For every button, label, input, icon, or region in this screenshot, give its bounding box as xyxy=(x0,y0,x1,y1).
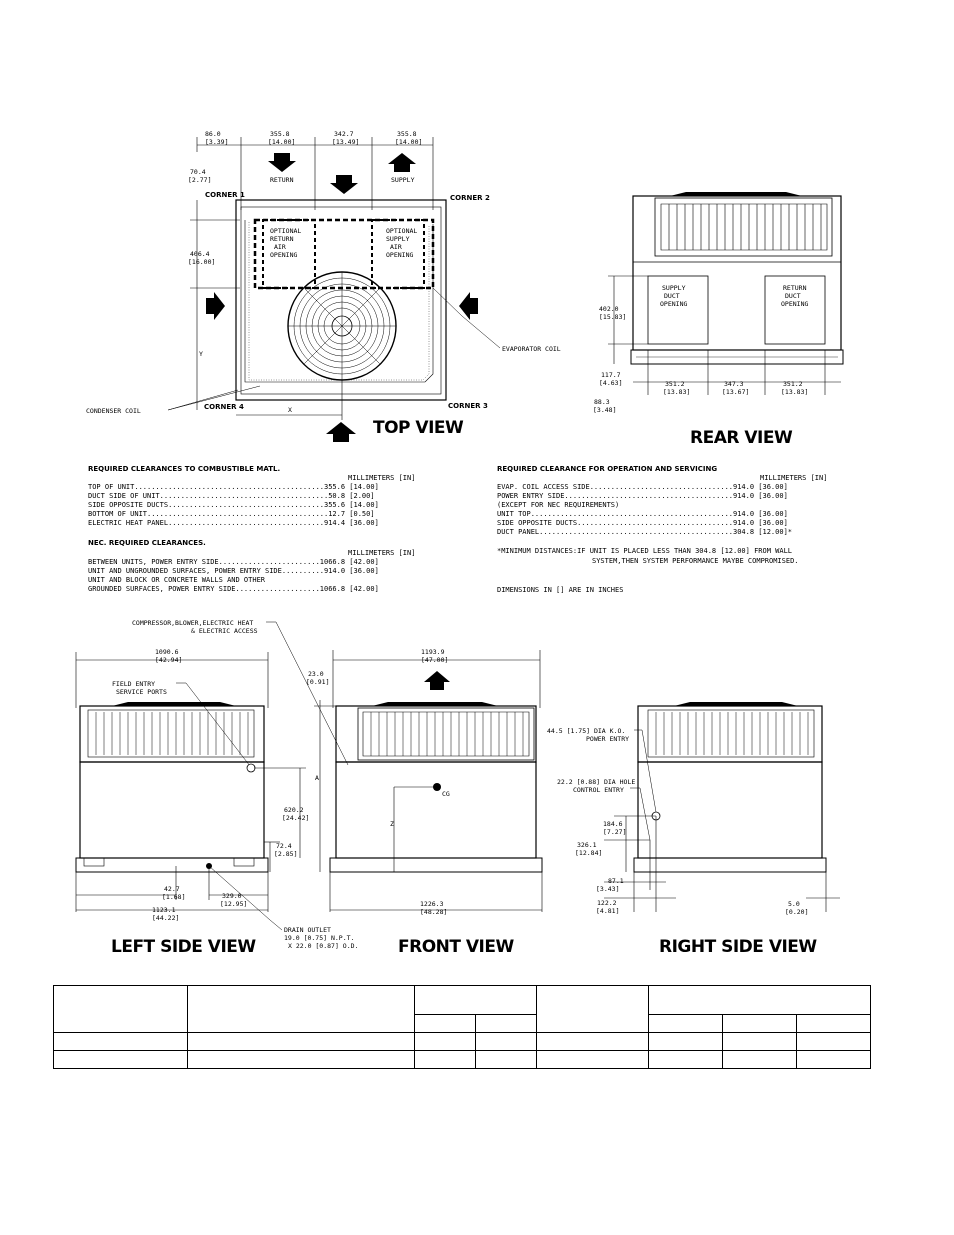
return-label: RETURN xyxy=(270,176,294,184)
clearance-service-line: (EXCEPT FOR NEC REQUIREMENTS) xyxy=(497,501,620,509)
rear-return-3: OPENING xyxy=(781,300,809,308)
table-header-cell xyxy=(188,986,415,1033)
top-dim-5-in: [2.77] xyxy=(188,176,212,184)
top-dim-2: 355.8 xyxy=(270,130,290,138)
corner-1-label: CORNER 1 xyxy=(205,191,245,199)
clearance-service-line: POWER ENTRY SIDE........................................914.0 [36.00] xyxy=(497,492,788,500)
power-entry-label-2: POWER ENTRY xyxy=(586,735,630,743)
rear-return-1: RETURN xyxy=(783,284,807,292)
clearance-service-line: UNIT TOP................................................914.0 [36.00] xyxy=(497,510,788,518)
front-view-title: FRONT VIEW xyxy=(398,937,514,957)
field-entry-label: FIELD ENTRY xyxy=(112,680,156,688)
clearance-combustible-units: MILLIMETERS [IN] xyxy=(348,474,416,482)
table-row xyxy=(54,1050,871,1068)
clearance-nec-line: UNIT AND UNGROUNDED SURFACES, POWER ENTRY SIDE..........914.0 [36.00] xyxy=(88,567,379,575)
rear-h3-in: [3.48] xyxy=(593,406,617,414)
table-header-cell xyxy=(54,986,188,1033)
clearances-combustible xyxy=(88,465,415,527)
rear-view xyxy=(593,192,843,448)
rear-h3: 88.3 xyxy=(594,398,610,406)
right-d4: 122.2 xyxy=(597,899,617,907)
opt-supply-2: SUPPLY xyxy=(386,235,410,243)
clearance-service-line: DUCT PANEL..............................................304.8 [12.00]* xyxy=(497,528,793,536)
opt-return-2: RETURN xyxy=(270,235,294,243)
rear-h2: 117.7 xyxy=(601,371,621,379)
right-d1: 184.6 xyxy=(603,820,623,828)
table-subheader-cell xyxy=(649,1015,723,1032)
rear-w2-in: [13.67] xyxy=(722,388,750,396)
evaporator-coil-label: EVAPORATOR COIL xyxy=(502,345,561,353)
corner-3-label: CORNER 3 xyxy=(448,402,488,410)
left-b2: 329.0 xyxy=(222,892,242,900)
clearance-nec-line: BETWEEN UNITS, POWER ENTRY SIDE........................1066.8 [42.00] xyxy=(88,558,379,566)
rear-w1: 351.2 xyxy=(665,380,685,388)
front-cg: CG xyxy=(442,790,450,798)
rear-supply-2: DUCT xyxy=(664,292,680,300)
top-dim-6: 406.4 xyxy=(190,250,210,258)
top-dim-1: 86.0 xyxy=(205,130,221,138)
compressor-label-2: & ELECTRIC ACCESS xyxy=(191,627,258,635)
front-w-in: [47.00] xyxy=(421,656,449,664)
opt-return-4: OPENING xyxy=(270,251,298,259)
dimensions-note: DIMENSIONS IN [] ARE IN INCHES xyxy=(497,586,624,594)
left-b1-in: [1.68] xyxy=(162,893,186,901)
clearance-nec-line: UNIT AND BLOCK OR CONCRETE WALLS AND OTHER xyxy=(88,576,266,584)
table-header-cell xyxy=(649,986,871,1015)
clearance-combustible-line: SIDE OPPOSITE DUCTS.....................................355.6 [14.00] xyxy=(88,501,379,509)
right-d3: 87.1 xyxy=(608,877,624,885)
table-row xyxy=(54,1032,871,1050)
clearance-note-1: *MINIMUM DISTANCES:IF UNIT IS PLACED LESS THAN 304.8 [12.00] FROM WALL xyxy=(497,547,793,555)
top-dim-y: Y xyxy=(199,350,203,358)
clearance-combustible-line: BOTTOM OF UNIT...........................................12.7 [0.50] xyxy=(88,510,375,518)
rear-view-title: REAR VIEW xyxy=(690,428,793,448)
drain-outlet-label: DRAIN OUTLET xyxy=(284,926,331,934)
top-dim-2-in: [14.00] xyxy=(268,138,296,146)
top-dim-4: 355.8 xyxy=(397,130,417,138)
clearances-nec xyxy=(88,539,415,593)
corner-4-label: CORNER 4 xyxy=(204,403,244,411)
left-h2-in: [2.85] xyxy=(274,850,298,858)
front-a: A xyxy=(315,774,319,782)
down-arrow-icon xyxy=(330,175,358,194)
condenser-coil-label: CONDENSER COIL xyxy=(86,407,141,415)
right-d2-in: [12.84] xyxy=(575,849,603,857)
clearance-combustible-line: DUCT SIDE OF UNIT........................................50.8 [2.00] xyxy=(88,492,375,500)
rear-w1-in: [13.83] xyxy=(663,388,691,396)
compressor-label: COMPRESSOR,BLOWER,ELECTRIC HEAT xyxy=(132,619,254,627)
drain-outlet-label-3: X 22.0 [0.87] O.D. xyxy=(288,942,359,950)
left-b3: 1123.1 xyxy=(152,906,176,914)
return-arrow-icon xyxy=(268,153,296,172)
table-subheader-cell xyxy=(415,1015,476,1032)
left-view-title: LEFT SIDE VIEW xyxy=(111,937,256,957)
opt-return-1: OPTIONAL xyxy=(270,227,302,235)
front-w: 1193.9 xyxy=(421,648,445,656)
right-d4-in: [4.81] xyxy=(596,907,620,915)
top-dim-3-in: [13.49] xyxy=(332,138,360,146)
top-dim-3: 342.7 xyxy=(334,130,354,138)
opt-supply-4: OPENING xyxy=(386,251,414,259)
table-subheader-cell xyxy=(723,1015,797,1032)
table-subheader-cell xyxy=(476,1015,537,1032)
service-ports-label: SERVICE PORTS xyxy=(116,688,167,696)
bottom-arrow-icon xyxy=(326,422,356,442)
rear-return-2: DUCT xyxy=(785,292,801,300)
clearance-service-line: SIDE OPPOSITE DUCTS.....................................914.0 [36.00] xyxy=(497,519,788,527)
rear-supply-1: SUPPLY xyxy=(662,284,686,292)
rear-w3: 351.2 xyxy=(783,380,803,388)
front-t-in: [0.91] xyxy=(306,678,330,686)
front-b-in: [48.28] xyxy=(420,908,448,916)
right-view-title: RIGHT SIDE VIEW xyxy=(659,937,817,957)
opt-return-3: AIR xyxy=(274,243,286,251)
top-view-title: TOP VIEW xyxy=(373,418,464,438)
front-view xyxy=(306,648,542,957)
power-entry-label: 44.5 [1.75] DIA K.O. xyxy=(547,727,626,735)
left-b3-in: [44.22] xyxy=(152,914,180,922)
clearance-nec-line: GROUNDED SURFACES, POWER ENTRY SIDE....................1066.8 [42.00] xyxy=(88,585,379,593)
table-subheader-cell xyxy=(797,1015,871,1032)
control-entry-label: 22.2 [0.88] DIA HOLE xyxy=(557,778,636,786)
table-header-cell xyxy=(415,986,537,1015)
top-dim-x: X xyxy=(288,406,292,414)
supply-arrow-icon xyxy=(388,153,416,172)
clearance-combustible-line: ELECTRIC HEAT PANEL.....................................914.4 [36.00] xyxy=(88,519,379,527)
clearance-service-header: REQUIRED CLEARANCE FOR OPERATION AND SERVICING xyxy=(497,465,718,473)
drain-outlet-label-2: 19.0 [0.75] N.P.T. xyxy=(284,934,355,942)
clearance-note-2: SYSTEM,THEN SYSTEM PERFORMANCE MAYBE COMPROMISED. xyxy=(592,557,799,565)
front-t: 23.0 xyxy=(308,670,324,678)
left-arrow-icon xyxy=(206,292,225,320)
right-d2: 326.1 xyxy=(577,841,597,849)
right-side-view xyxy=(547,702,840,957)
table-header-cell xyxy=(537,986,649,1033)
corner-2-label: CORNER 2 xyxy=(450,194,490,202)
left-h1: 620.2 xyxy=(284,806,304,814)
right-d1-in: [7.27] xyxy=(603,828,627,836)
right-d5: 5.0 xyxy=(788,900,800,908)
rear-h1: 402.0 xyxy=(599,305,619,313)
opt-supply-1: OPTIONAL xyxy=(386,227,418,235)
left-side-view xyxy=(76,648,309,957)
top-dim-5: 70.4 xyxy=(190,168,206,176)
top-dim-4-in: [14.00] xyxy=(395,138,423,146)
left-w: 1090.6 xyxy=(155,648,179,656)
clearance-service-units: MILLIMETERS [IN] xyxy=(760,474,828,482)
clearance-nec-header: NEC. REQUIRED CLEARANCES. xyxy=(88,539,206,547)
clearance-service-line: EVAP. COIL ACCESS SIDE..................................914.0 [36.00] xyxy=(497,483,788,491)
clearance-combustible-line: TOP OF UNIT.............................................355.6 [14.00] xyxy=(88,483,379,491)
right-d5-in: [0.20] xyxy=(785,908,809,916)
top-dim-1-in: [3.39] xyxy=(205,138,229,146)
condenser-fan-icon xyxy=(288,272,396,380)
top-view xyxy=(86,130,561,442)
left-w-in: [42.94] xyxy=(155,656,183,664)
rear-h1-in: [15.83] xyxy=(599,313,627,321)
rear-w2: 347.3 xyxy=(724,380,744,388)
left-h1-in: [24.42] xyxy=(282,814,310,822)
left-b2-in: [12.95] xyxy=(220,900,248,908)
clearance-nec-units: MILLIMETERS [IN] xyxy=(348,549,416,557)
right-d3-in: [3.43] xyxy=(596,885,620,893)
up-arrow-icon xyxy=(424,671,450,690)
clearances-service xyxy=(497,465,827,594)
opt-supply-3: AIR xyxy=(390,243,402,251)
rear-h2-in: [4.63] xyxy=(599,379,623,387)
top-dim-6-in: [16.00] xyxy=(188,258,216,266)
left-b1: 42.7 xyxy=(164,885,180,893)
front-z: Z xyxy=(390,820,394,828)
clearance-combustible-header: REQUIRED CLEARANCES TO COMBUSTIBLE MATL. xyxy=(88,465,281,473)
supply-label: SUPPLY xyxy=(391,176,415,184)
rear-supply-3: OPENING xyxy=(660,300,688,308)
control-entry-label-2: CONTROL ENTRY xyxy=(573,786,624,794)
specification-table xyxy=(53,985,871,1069)
front-b: 1226.3 xyxy=(420,900,444,908)
rear-w3-in: [13.83] xyxy=(781,388,809,396)
left-h2: 72.4 xyxy=(276,842,292,850)
